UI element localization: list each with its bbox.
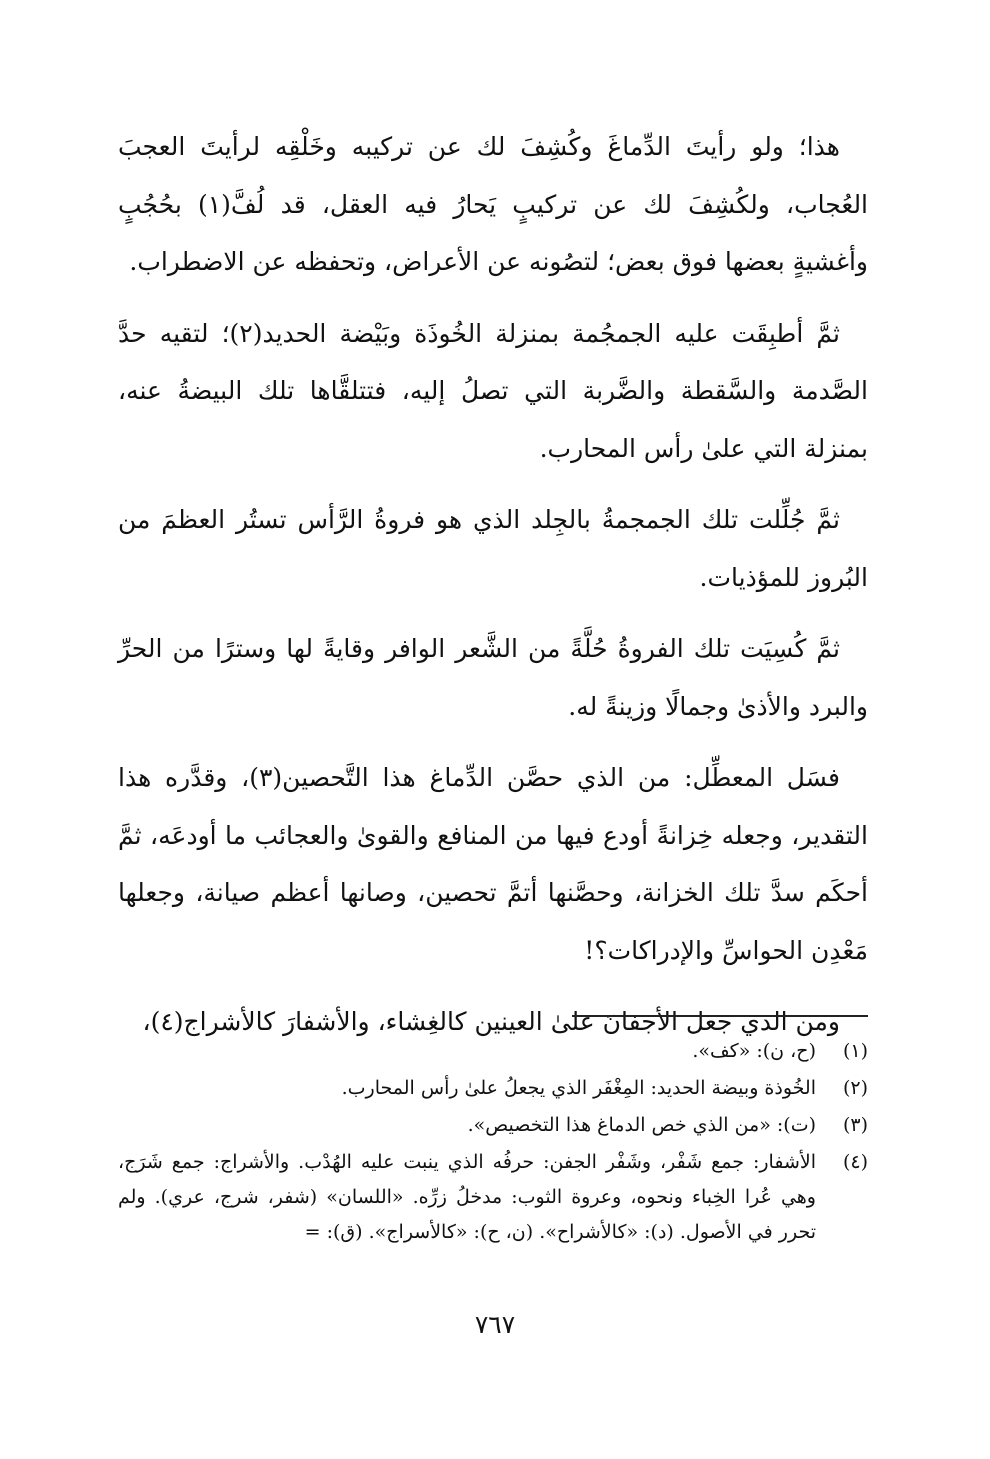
footnote-number: (٢) — [842, 1077, 868, 1099]
footnote-divider — [572, 1015, 868, 1017]
footnote-number: (١) — [842, 1040, 868, 1062]
page-number: ٧٦٧ — [474, 1310, 516, 1339]
footnote-number: (٣) — [842, 1114, 868, 1136]
main-text — [118, 118, 868, 1051]
footnote-number: (٤) — [842, 1151, 868, 1173]
footnote — [118, 1071, 868, 1106]
paragraph-text: ومن الذي جعل الأجفانَ علىٰ العينين كالغِشاء، والأشفارَ كالأشراج(٤)، — [142, 1007, 840, 1036]
footnotes — [118, 1034, 868, 1252]
paragraph — [118, 491, 868, 606]
paragraph — [118, 305, 868, 478]
paragraph-text: هذا؛ ولو رأيتَ الدِّماغَ وكُشِفَ لك عن تركيبه وخَلْقِه لرأيتَ العجبَ العُجاب، ولكُشِفَ لك عن تركيبٍ يَحارُ فيه العقل، قد لُفَّ(١) بحُجُبٍ وأغشيةٍ بعضها فوق بعض؛ لتصُونه عن الأعراض، وتحفظه عن الاضطراب. — [118, 132, 869, 276]
footnote-text: الخُوذة وبيضة الحديد: المِغْفَر الذي يجعلُ علىٰ رأس المحارب. — [341, 1077, 816, 1099]
paragraph-text: ثمَّ كُسِيَت تلك الفروةُ حُلَّةً من الشَّعر الوافر وقايةً لها وسترًا من الحرِّ والبرد والأذىٰ وجمالًا وزينةً له. — [118, 634, 868, 721]
footnote-text: الأشفار: جمع شَفْر، وشَفْر الجفن: حرفُه الذي ينبت عليه الهُدْب. والأشراج: جمع شَرَج، وهي عُرا الخِباء ونحوه، وعروة الثوب: مدخلُ زرِّه. «اللسان» (شفر، شرج، عري). ولم تحرر في الأصول. (د): «كالأشراح». (ن، ح): «كالأسراج». (ق): = — [118, 1151, 816, 1243]
paragraph-text: فسَل المعطِّل: من الذي حصَّن الدِّماغ هذا التَّحصين(٣)، وقدَّره هذا التقدير، وجعله خِزانةً أودع فيها من المنافع والقوىٰ والعجائب ما أودعَه، ثمَّ أحكَم سدَّ تلك الخزانة، وحصَّنها أتمَّ تحصين، وصانها أعظم صيانة، وجعلها مَعْدِن الحواسِّ والإدراكات؟! — [118, 763, 868, 965]
footnote — [118, 1108, 868, 1143]
footnote — [118, 1145, 868, 1250]
paragraph — [118, 118, 868, 291]
paragraph-text: ثمَّ جُلِّلت تلك الجمجمةُ بالجِلد الذي هو فروةُ الرَّأس تستُر العظمَ من البُروز للمؤذيات. — [118, 505, 868, 592]
paragraph — [118, 620, 868, 735]
footnote-text: (ت): «من الذي خص الدماغ هذا التخصيص». — [467, 1114, 816, 1136]
paragraph-text: ثمَّ أطبِقَت عليه الجمجُمة بمنزلة الخُوذَة وبَيْضة الحديد(٢)؛ لتقيه حدَّ الصَّدمة والسَّقطة والضَّربة التي تصلُ إليه، فتتلقَّاها تلك البيضةُ عنه، بمنزلة التي علىٰ رأس المحارب. — [118, 318, 868, 463]
paragraph — [118, 749, 868, 979]
footnote-text: (ح، ن): «كف». — [692, 1040, 816, 1062]
footnote — [118, 1034, 868, 1069]
